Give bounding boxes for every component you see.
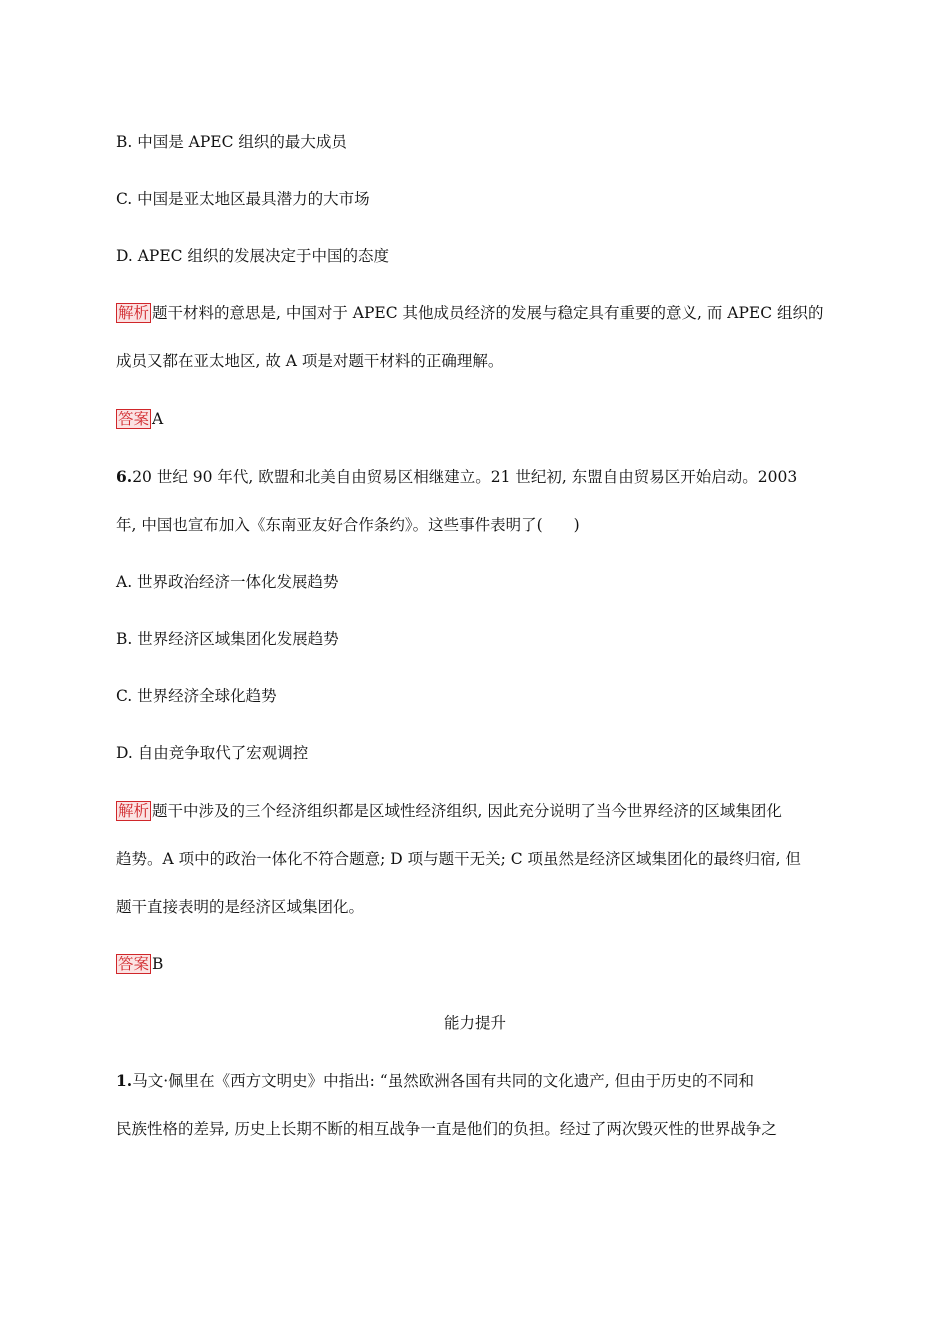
q1-stem-line-1 bbox=[116, 1071, 754, 1091]
q6-number: 6. bbox=[116, 467, 133, 486]
q1-stem-line-2: 民族性格的差异, 历史上长期不断的相互战争一直是他们的负担。经过了两次毁灭性的世界战争之 bbox=[116, 1120, 777, 1138]
q6-stem-line-2: 年, 中国也宣布加入《东南亚友好合作条约》。这些事件表明了( ) bbox=[116, 516, 580, 534]
q5-analysis-line-2: 成员又都在亚太地区, 故 A 项是对题干材料的正确理解。 bbox=[116, 352, 504, 370]
q6-answer bbox=[116, 954, 163, 974]
analysis-tag: 解析 bbox=[118, 304, 150, 322]
q6-analysis-line-3: 题干直接表明的是经济区域集团化。 bbox=[116, 898, 365, 916]
section-title: 能力提升 bbox=[443, 1014, 506, 1032]
q6-option-b: B. 世界经济区域集团化发展趋势 bbox=[116, 630, 339, 648]
answer-tag: 答案 bbox=[118, 955, 150, 973]
q6-analysis-line-2: 趋势。A 项中的政治一体化不符合题意; D 项与题干无关; C 项虽然是经济区域集团化的最终归宿, 但 bbox=[116, 850, 801, 868]
q5-answer bbox=[116, 409, 163, 429]
q6-analysis-line-1 bbox=[116, 801, 782, 821]
q5-analysis-line-1 bbox=[116, 303, 824, 323]
q6-option-d: D. 自由竞争取代了宏观调控 bbox=[116, 744, 309, 762]
q6-analysis-text-1: 题干中涉及的三个经济组织都是区域性经济组织, 因此充分说明了当今世界经济的区域集团化 bbox=[152, 802, 782, 820]
q6-stem-line-1 bbox=[116, 467, 797, 487]
q6-option-a: A. 世界政治经济一体化发展趋势 bbox=[116, 573, 339, 591]
q5-option-c: C. 中国是亚太地区最具潜力的大市场 bbox=[116, 190, 370, 208]
q5-analysis-text-1: 题干材料的意思是, 中国对于 APEC 其他成员经济的发展与稳定具有重要的意义, 而 APEC 组织的 bbox=[152, 304, 824, 322]
q6-answer-value: B bbox=[152, 955, 164, 973]
q5-option-b: B. 中国是 APEC 组织的最大成员 bbox=[116, 133, 347, 151]
q6-stem-text-1: 20 世纪 90 年代, 欧盟和北美自由贸易区相继建立。21 世纪初, 东盟自由贸易区开始启动。2003 bbox=[132, 468, 798, 486]
q6-option-c: C. 世界经济全球化趋势 bbox=[116, 687, 277, 705]
q5-answer-value: A bbox=[152, 410, 164, 428]
analysis-tag: 解析 bbox=[118, 802, 150, 820]
q5-option-d: D. APEC 组织的发展决定于中国的态度 bbox=[116, 247, 389, 265]
q1-number: 1. bbox=[116, 1071, 133, 1090]
answer-tag: 答案 bbox=[118, 410, 150, 428]
q1-stem-text-1: 马文·佩里在《西方文明史》中指出: “虽然欧洲各国有共同的文化遗产, 但由于历史的不同和 bbox=[132, 1072, 755, 1090]
